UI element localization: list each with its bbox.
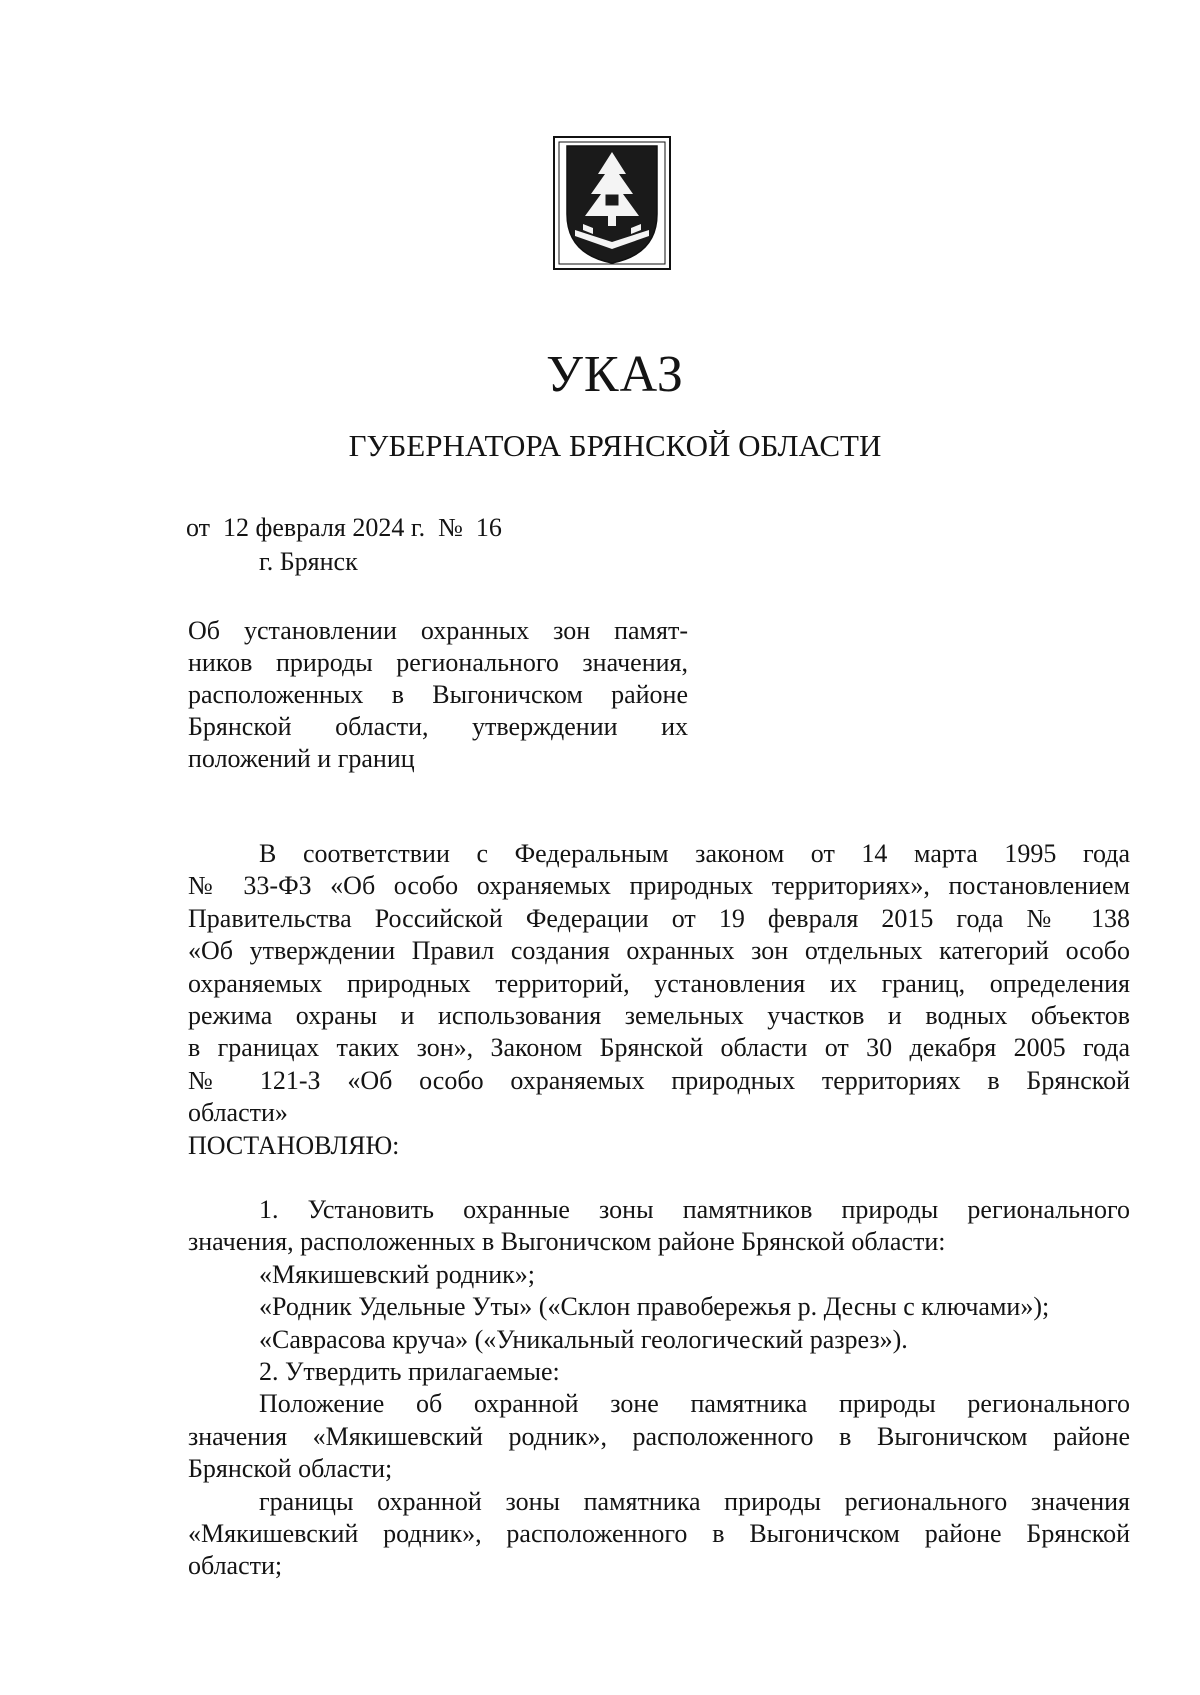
heading-line: ников природы регионального значения,	[188, 648, 688, 677]
text-line: в границах таких зон», Законом Брянской области от 30 декабря 2005 года	[188, 1033, 1130, 1063]
document-date-number: от 12 февраля 2024 г. № 16	[186, 513, 502, 542]
text-line: «Родник Удельные Уты» («Склон правобережья р. Десны с ключами»);	[259, 1292, 1050, 1322]
preamble-paragraph	[188, 838, 1130, 1130]
text-line: области;	[188, 1551, 283, 1581]
decree-items	[188, 1194, 1130, 1583]
heading-line: расположенных в Выгоничском районе	[188, 680, 688, 709]
page-subtitle: ГУБЕРНАТОРА БРЯНСКОЙ ОБЛАСТИ	[348, 428, 882, 463]
heading-line: Об установлении охранных зон памят-	[188, 616, 688, 645]
coat-of-arms-icon	[553, 136, 671, 270]
text-line: № 33-ФЗ «Об особо охраняемых природных территориях», постановлением	[188, 871, 1130, 901]
text-line: 1. Установить охранные зоны памятников природы регионального	[259, 1195, 1130, 1224]
text-line: охраняемых природных территорий, установления их границ, определения	[188, 968, 1130, 998]
text-line: значения, расположенных в Выгоничском районе Брянской области:	[188, 1227, 946, 1257]
text-line: «Саврасова круча» («Уникальный геологический разрез»).	[259, 1324, 908, 1354]
text-line: Правительства Российской Федерации от 19 февраля 2015 года № 138	[188, 903, 1130, 933]
heading-line: Брянской области, утверждении их	[188, 712, 688, 741]
document-heading	[188, 615, 688, 775]
text-line: «Мякишевский родник»;	[259, 1259, 535, 1289]
text-line: 2. Утвердить прилагаемые:	[259, 1357, 560, 1387]
heading-line: положений и границ	[188, 744, 415, 773]
document-city: г. Брянск	[259, 547, 358, 576]
text-line: В соответствии с Федеральным законом от 14 марта 1995 года	[259, 839, 1130, 868]
text-line: значения «Мякишевский родник», расположенного в Выгоничском районе	[188, 1421, 1130, 1451]
text-line: области»	[188, 1098, 288, 1128]
text-line: № 121-З «Об особо охраняемых природных территориях в Брянской	[188, 1065, 1130, 1095]
text-line: ПОСТАНОВЛЯЮ:	[188, 1131, 400, 1160]
text-line: Положение об охранной зоне памятника природы регионального	[259, 1389, 1130, 1419]
decree-word	[188, 1130, 1130, 1162]
text-line: границы охранной зоны памятника природы регионального значения	[259, 1486, 1130, 1516]
text-line: Брянской области;	[188, 1454, 393, 1484]
text-line: «Мякишевский родник», расположенного в Выгоничском районе Брянской	[188, 1519, 1130, 1549]
text-line: режима охраны и использования земельных участков и водных объектов	[188, 1001, 1130, 1031]
page-title: УКАЗ	[546, 346, 684, 403]
text-line: «Об утверждении Правил создания охранных зон отдельных категорий особо	[188, 936, 1130, 966]
